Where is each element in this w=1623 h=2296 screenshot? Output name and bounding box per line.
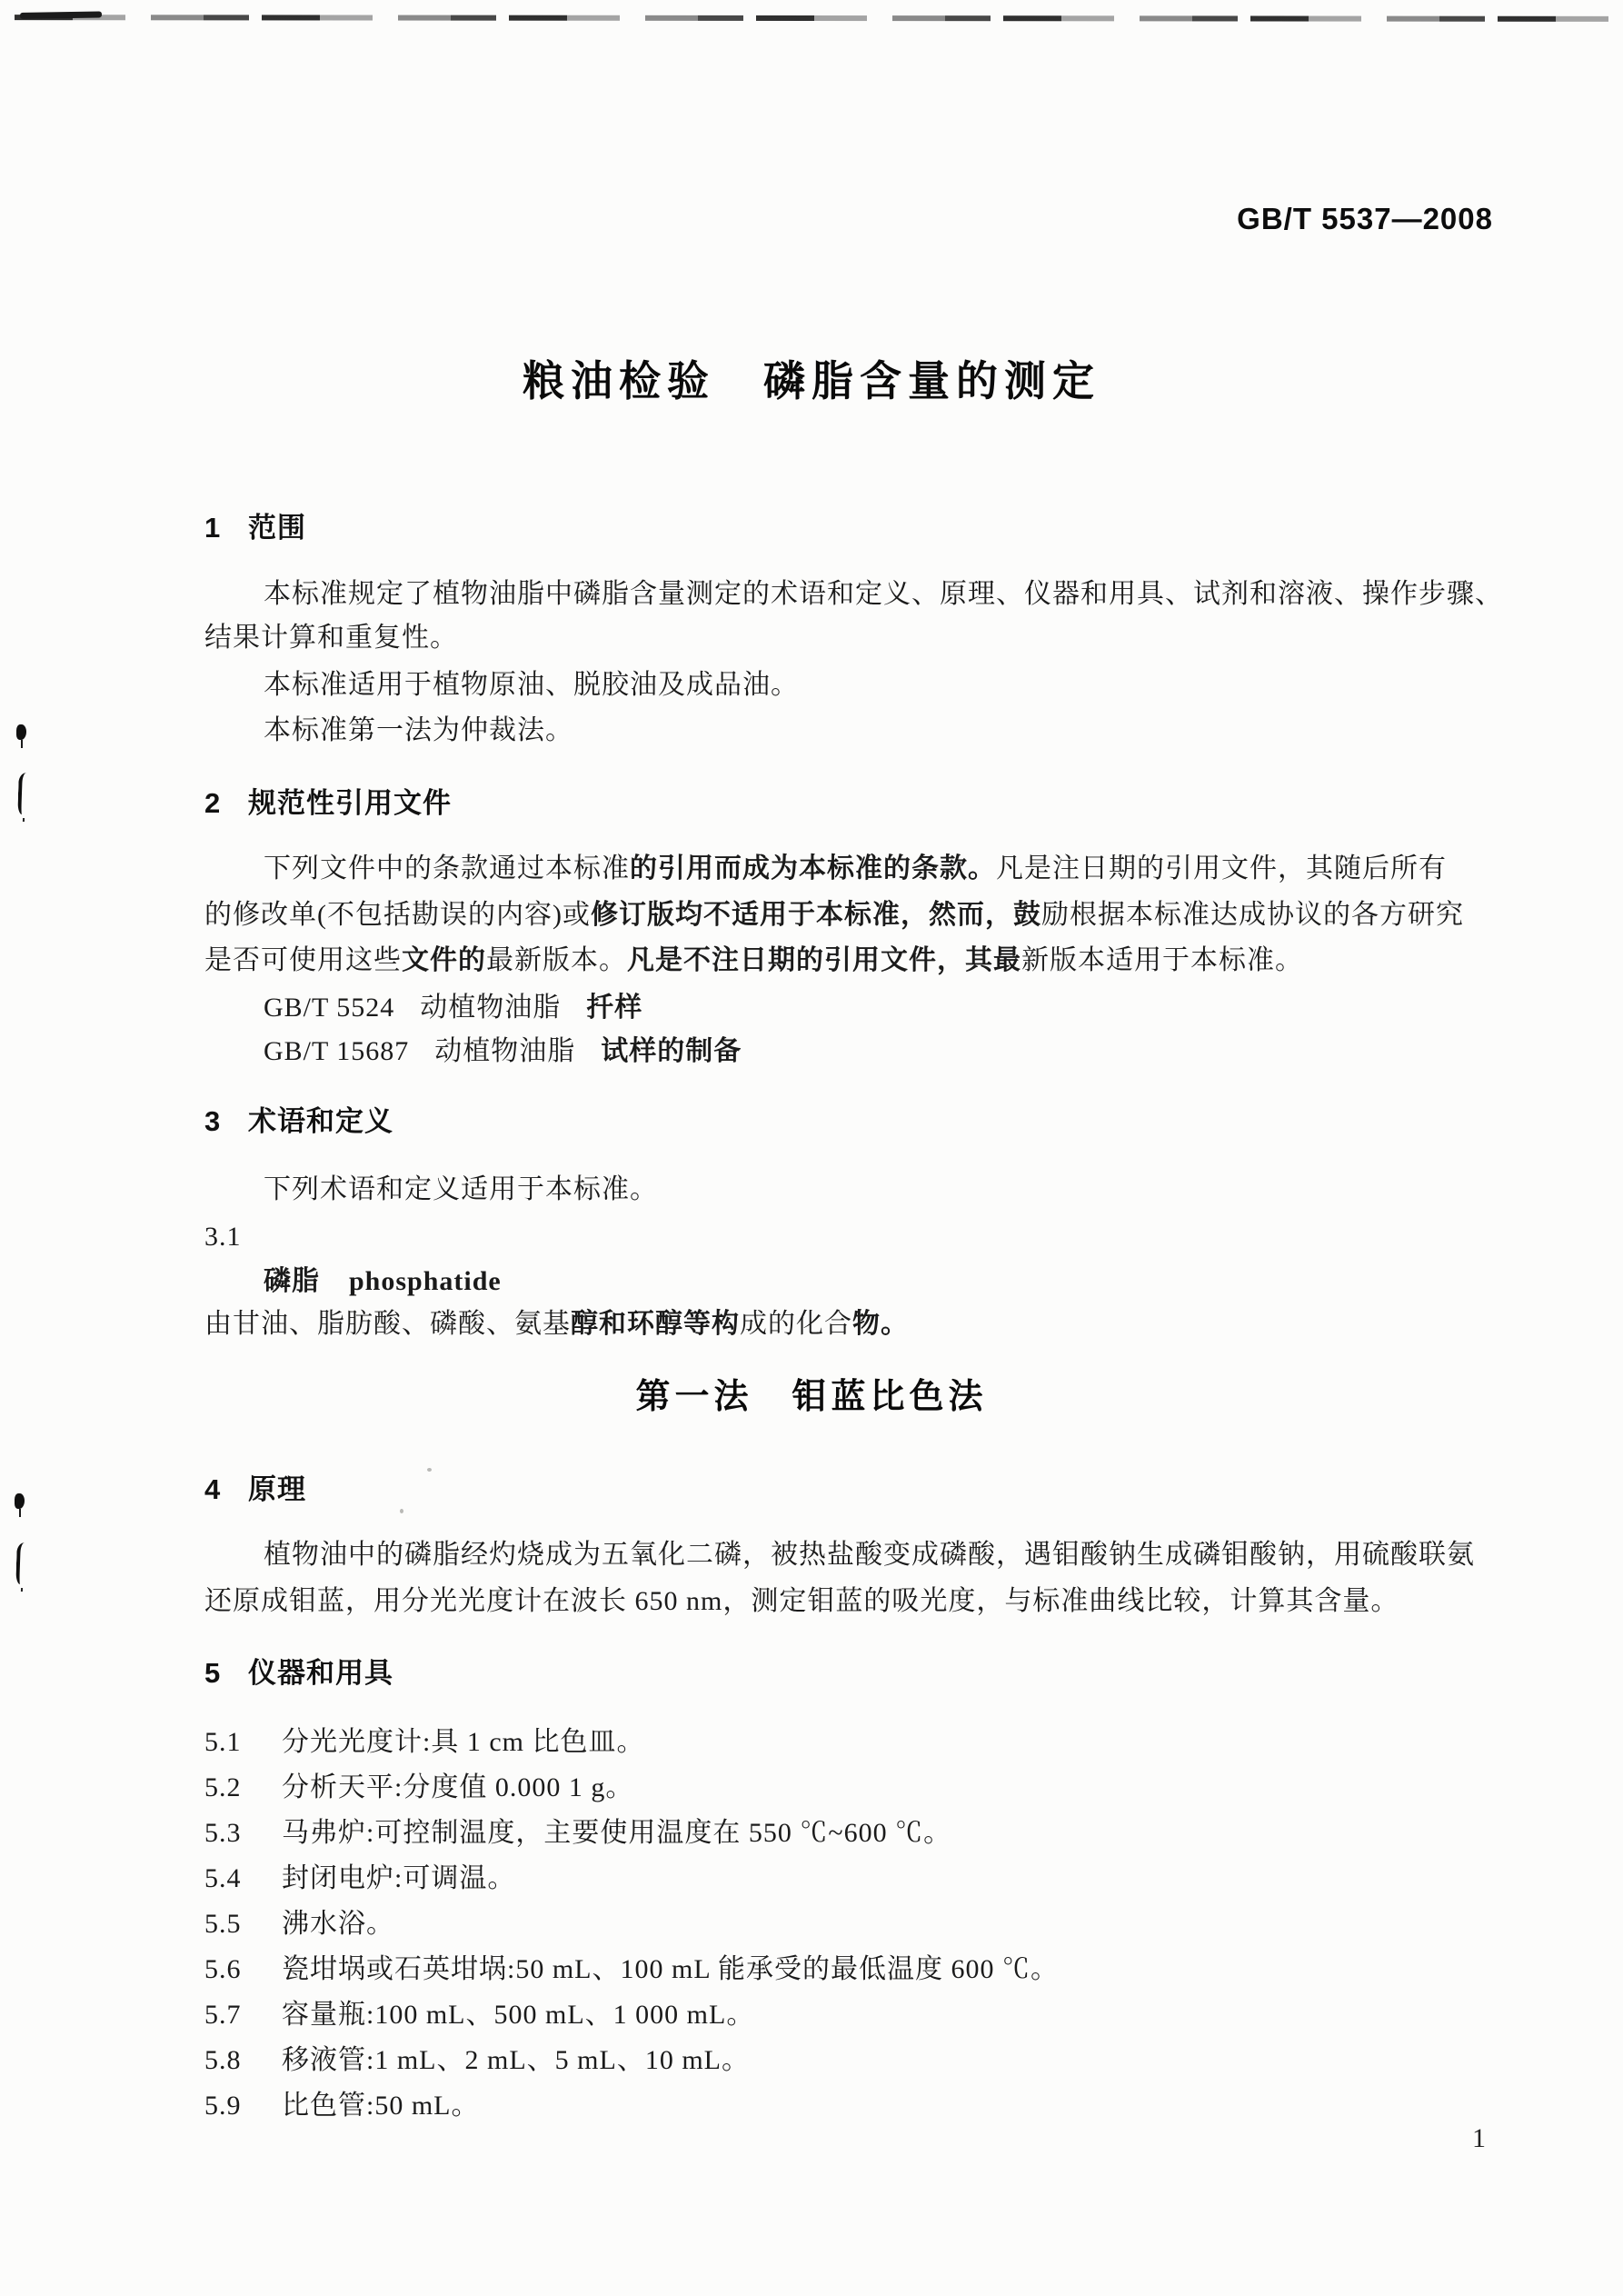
apparatus-item bbox=[204, 1816, 951, 1851]
term-entry bbox=[264, 1264, 502, 1299]
apparatus-item-text: 容量瓶:100 mL、500 mL、1 000 mL。 bbox=[282, 2000, 755, 2030]
principle-paragraph-line-1: 植物油中的磷脂经灼烧成为五氧化二磷，被热盐酸变成磷酸，遇钼酸钠生成磷钼酸钠，用硫酸联氨 bbox=[264, 1540, 1475, 1570]
reference-1-code: GB/T 5524 bbox=[264, 993, 395, 1023]
apparatus-item bbox=[204, 1998, 754, 2032]
reference-entry-2 bbox=[264, 1034, 742, 1069]
section-5-title: 仪器和用具 bbox=[248, 1657, 393, 1689]
text-segment-bold: 的引用而成为本标准的条款。 bbox=[630, 854, 996, 883]
normative-ref-paragraph-line-3 bbox=[204, 943, 1303, 978]
apparatus-item-text: 分析天平:分度值 0.000 1 g。 bbox=[282, 1772, 634, 1802]
section-2-title: 规范性引用文件 bbox=[248, 787, 452, 819]
reference-entry-1 bbox=[264, 991, 642, 1025]
apparatus-item bbox=[204, 2089, 480, 2123]
section-4-heading bbox=[204, 1472, 306, 1507]
term-entry-number: 3.1 bbox=[204, 1222, 242, 1252]
apparatus-item bbox=[204, 1907, 394, 1942]
scope-paragraph-line-1: 本标准规定了植物油脂中磷脂含量测定的术语和定义、原理、仪器和用具、试剂和溶液、操作步骤、 bbox=[264, 579, 1503, 609]
reference-2-part: 试样的制备 bbox=[601, 1036, 742, 1066]
apparatus-item-text: 移液管:1 mL、2 mL、5 mL、10 mL。 bbox=[282, 2045, 750, 2075]
apparatus-item-text: 比色管:50 mL。 bbox=[282, 2091, 480, 2121]
apparatus-item-number: 5.5 bbox=[204, 1909, 242, 1939]
section-2-heading bbox=[204, 786, 452, 821]
section-4-title: 原理 bbox=[248, 1473, 306, 1505]
text-segment: 励根据本标准达成协议的各方研究 bbox=[1041, 900, 1464, 930]
reference-1-body: 动植物油脂 bbox=[420, 993, 562, 1023]
scan-artifact-speck bbox=[400, 1509, 403, 1513]
apparatus-item-text: 沸水浴。 bbox=[282, 1909, 394, 1939]
apparatus-item bbox=[204, 1771, 633, 1805]
page-number: 1 bbox=[1472, 2123, 1486, 2153]
text-segment-bold: 物。 bbox=[852, 1309, 909, 1339]
normative-ref-paragraph-line-2 bbox=[204, 898, 1464, 933]
method-1-title: 第一法 钼蓝比色法 bbox=[635, 1378, 988, 1416]
apparatus-item-text: 瓷坩埚或石英坩埚:50 mL、100 mL 能承受的最低温度 600 ℃。 bbox=[282, 1954, 1060, 1984]
text-segment: 最新版本。 bbox=[486, 945, 627, 975]
scan-artifact-ink-squiggle bbox=[15, 1542, 28, 1584]
text-segment-bold: 凡是不注日期的引用文件，其最 bbox=[627, 945, 1021, 975]
text-segment: 下列文件中的条款通过本标准 bbox=[264, 854, 630, 883]
text-segment-bold: 醇和环醇等构 bbox=[571, 1309, 740, 1339]
text-segment: 新版本适用于本标准。 bbox=[1021, 945, 1303, 975]
text-segment: 由甘油、脂肪酸、磷酸、氨基 bbox=[204, 1309, 571, 1339]
normative-ref-paragraph-line-1 bbox=[264, 852, 1447, 886]
apparatus-item-number: 5.7 bbox=[204, 2000, 242, 2030]
section-1-title: 范围 bbox=[248, 512, 306, 544]
section-2-number: 2 bbox=[204, 787, 222, 819]
scope-paragraph-3: 本标准第一法为仲裁法。 bbox=[264, 715, 573, 745]
apparatus-item-number: 5.1 bbox=[204, 1727, 242, 1757]
section-4-number: 4 bbox=[204, 1473, 222, 1505]
apparatus-item-text: 马弗炉:可控制温度，主要使用温度在 550 ℃~600 ℃。 bbox=[282, 1818, 952, 1848]
reference-2-code: GB/T 15687 bbox=[264, 1036, 410, 1066]
section-3-heading bbox=[204, 1104, 393, 1139]
apparatus-item-number: 5.3 bbox=[204, 1818, 242, 1848]
text-segment-bold: 修订版均不适用于本标准，然而，鼓 bbox=[590, 900, 1041, 930]
section-1-number: 1 bbox=[204, 512, 222, 544]
term-definition bbox=[204, 1307, 909, 1342]
apparatus-item-number: 5.4 bbox=[204, 1863, 242, 1893]
apparatus-item bbox=[204, 2043, 750, 2078]
document-title: 粮油检验 磷脂含量的测定 bbox=[523, 357, 1100, 404]
text-segment: 是否可使用这些 bbox=[204, 945, 402, 975]
scope-paragraph-line-2: 结果计算和重复性。 bbox=[204, 623, 458, 653]
principle-paragraph-line-2: 还原成钼蓝，用分光光度计在波长 650 nm，测定钼蓝的吸光度，与标准曲线比较，计算其含量。 bbox=[204, 1586, 1399, 1616]
section-5-number: 5 bbox=[204, 1657, 222, 1689]
apparatus-item bbox=[204, 1862, 515, 1896]
text-segment: 成的化合 bbox=[740, 1309, 852, 1339]
scan-artifact-ink-squiggle bbox=[17, 773, 30, 814]
text-segment: 凡是注日期的引用文件，其随后所有 bbox=[996, 854, 1447, 883]
scan-artifact-speck bbox=[427, 1468, 432, 1472]
apparatus-item-number: 5.8 bbox=[204, 2045, 242, 2075]
term-chinese: 磷脂 bbox=[264, 1266, 320, 1296]
scan-artifact-ink-dot bbox=[15, 1493, 25, 1509]
scan-artifact-ink-dot bbox=[16, 724, 26, 740]
apparatus-item-number: 5.2 bbox=[204, 1772, 242, 1802]
term-english: phosphatide bbox=[349, 1266, 502, 1296]
apparatus-item bbox=[204, 1952, 1059, 1987]
apparatus-item-number: 5.6 bbox=[204, 1954, 242, 1984]
reference-1-part: 扦样 bbox=[586, 993, 643, 1023]
apparatus-item-text: 封闭电炉:可调温。 bbox=[282, 1863, 516, 1893]
terms-intro: 下列术语和定义适用于本标准。 bbox=[264, 1174, 658, 1204]
standard-code: GB/T 5537—2008 bbox=[1237, 202, 1493, 235]
section-1-heading bbox=[204, 511, 306, 545]
scan-artifact-top-line bbox=[15, 15, 1616, 22]
section-3-number: 3 bbox=[204, 1105, 222, 1137]
section-5-heading bbox=[204, 1656, 393, 1691]
text-segment: 的修改单(不包括勘误的内容)或 bbox=[204, 900, 591, 930]
apparatus-item-number: 5.9 bbox=[204, 2091, 242, 2121]
section-3-title: 术语和定义 bbox=[248, 1105, 393, 1137]
apparatus-item bbox=[204, 1725, 645, 1760]
text-segment-bold: 文件的 bbox=[402, 945, 486, 975]
reference-2-body: 动植物油脂 bbox=[434, 1036, 576, 1066]
apparatus-item-text: 分光光度计:具 1 cm 比色皿。 bbox=[282, 1727, 645, 1757]
scope-paragraph-2: 本标准适用于植物原油、脱胶油及成品油。 bbox=[264, 670, 799, 700]
